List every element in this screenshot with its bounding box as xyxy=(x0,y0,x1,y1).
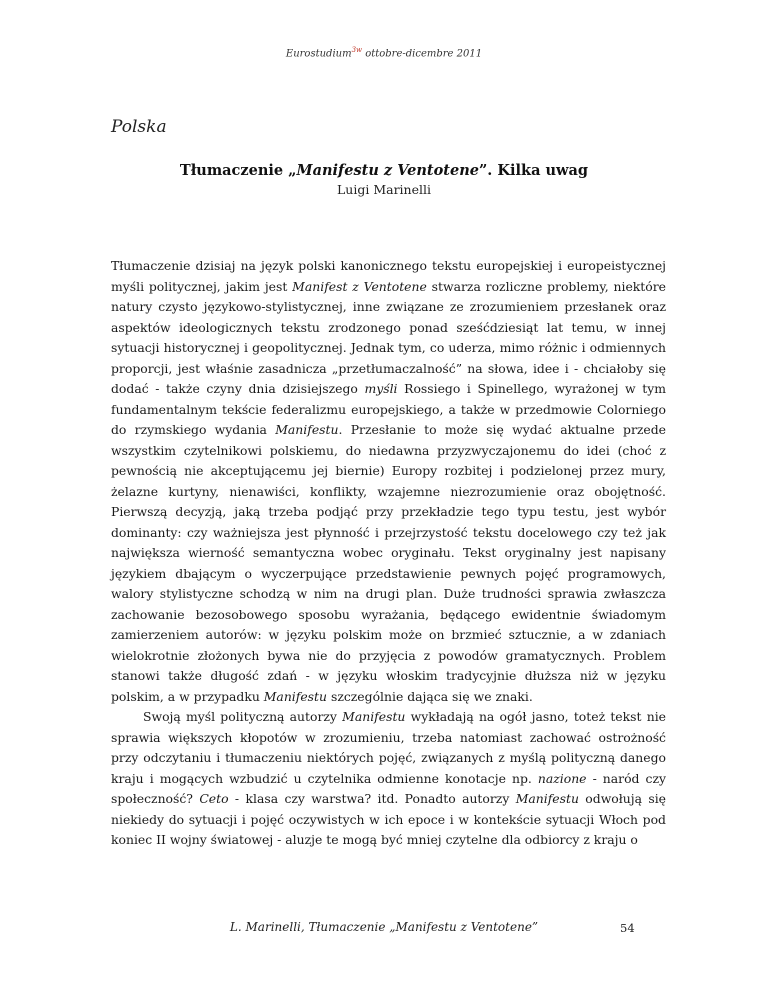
title-italic: Manifestu z Ventotene xyxy=(296,162,479,179)
text-run: wykładają na ogół jasno, toteż tekst nie sprawia większych kłopotów w zrozumieniu, trzeba natomiast zachować ostrożność przy odczytaniu i tłumaczeniu niektórych pojęć, związanych z myślą polityczną danego kraju i mogących wzbudzić u czytelnika odmienne konotacje np. xyxy=(111,709,666,786)
text-run: Tłumaczenie dzisiaj na język polski kanonicznego tekstu europejskiej i europeistycznej myśli politycznej, jakim jest xyxy=(111,258,666,294)
italic-run: Manifestu xyxy=(263,688,328,704)
running-footer: L. Marinelli, Tłumaczenie „Manifestu z Ventotene” xyxy=(229,920,539,934)
journal-name: Eurostudium xyxy=(285,48,352,60)
text-run: stwarza rozliczne problemy, niektóre natury czysto językowo-stylistycznej, inne związane ze zrozumieniem przesłanek oraz aspektów ideologicznych tekstu zrodzonego ponad sześćdziesiąt lat temu, w innej sytuacji historycznej i geopolitycznej. Jednak tym, co uderza, mimo różnic i odmiennych proporcji, jest właśnie zasadnicza „przetłumaczalność” na słowa, idee i - chciałoby się dodać - także czyny dnia dzisiejszego xyxy=(111,278,666,396)
italic-run: Manifestu xyxy=(515,791,579,806)
italic-run: Ceto xyxy=(199,791,229,806)
text-run: Rossiego i Spinellego, wyrażonej w tym fundamentalnym tekście federalizmu europejskiego, a także w przedmowie Colorniego do rzymskiego wydania xyxy=(111,381,666,437)
paragraph-1 xyxy=(111,256,666,707)
section-heading: Polska xyxy=(111,117,167,137)
article-author: Luigi Marinelli xyxy=(337,182,431,197)
article-title xyxy=(0,162,768,179)
journal-issue: ottobre-dicembre 2011 xyxy=(362,48,483,60)
text-run: - klasa czy warstwa? itd. Ponadto autorzy xyxy=(228,791,516,806)
text-run: . Przesłanie to może się wydać aktualne przede wszystkim czytelnikowi polskiemu, do niedawna przyzwyczajonemu do idei (choć z pewnością nie akceptującemu jej biernie) Europy rozbitej i podzielonej przez mury, żelazne kurtyny, nienawiści, konflikty, wzajemne niezrozumienie oraz obojętność. Pierwszą decyzją, jaką trzeba podjąć przy przekładzie tego typu testu, jest wybór dominanty: czy ważniejsza jest płynność i przejrzystość tekstu docelowego czy też jak największa wierność semantyczna wobec oryginału. Tekst oryginalny jest napisany językiem dbającym o wyczerpujące przedstawienie pewnych pojęć programowych, walory stylistyczne schodzą w nim na drugi plan. Duże trudności sprawia zwłaszcza zachowanie bezosobowego sposobu wyrażania, będącego ewidentnie świadomym zamierzeniem autorów: w języku polskim może on brzmieć sztucznie, a w zdaniach wielokrotnie złożonych bywa nie do przyjęcia z powodów gramatycznych. Problem stanowi także długość zdań - w języku włoskim tradycyjnie dłuższa niż w języku polskim, a w przypadku xyxy=(111,422,666,704)
italic-run: myśli xyxy=(364,381,398,396)
text-run: odwołują się niekiedy do sytuacji i pojęć oczywistych w ich epoce i w kontekście sytuacji Włoch pod koniec II wojny światowej - aluzje te mogą być mniej czytelne dla odbiorcy z kraju o xyxy=(111,791,667,847)
paragraph-2 xyxy=(111,707,666,851)
title-prefix: Tłumaczenie „ xyxy=(179,162,297,179)
text-run: szczególnie dająca się we znaki. xyxy=(327,688,533,704)
italic-run: Manifestu xyxy=(342,709,406,724)
journal-superscript: 3w xyxy=(351,46,363,54)
text-run: - naród czy społeczność? xyxy=(111,770,666,806)
running-header xyxy=(0,46,768,59)
title-suffix: ”. Kilka uwag xyxy=(478,162,589,179)
italic-run: nazione xyxy=(537,770,587,786)
italic-run: Manifestu xyxy=(275,422,339,437)
article-body xyxy=(111,256,666,851)
text-run: Swoją myśl polityczną autorzy xyxy=(143,709,343,724)
page-number: 54 xyxy=(620,921,635,935)
italic-run: Manifest z Ventotene xyxy=(292,278,427,294)
